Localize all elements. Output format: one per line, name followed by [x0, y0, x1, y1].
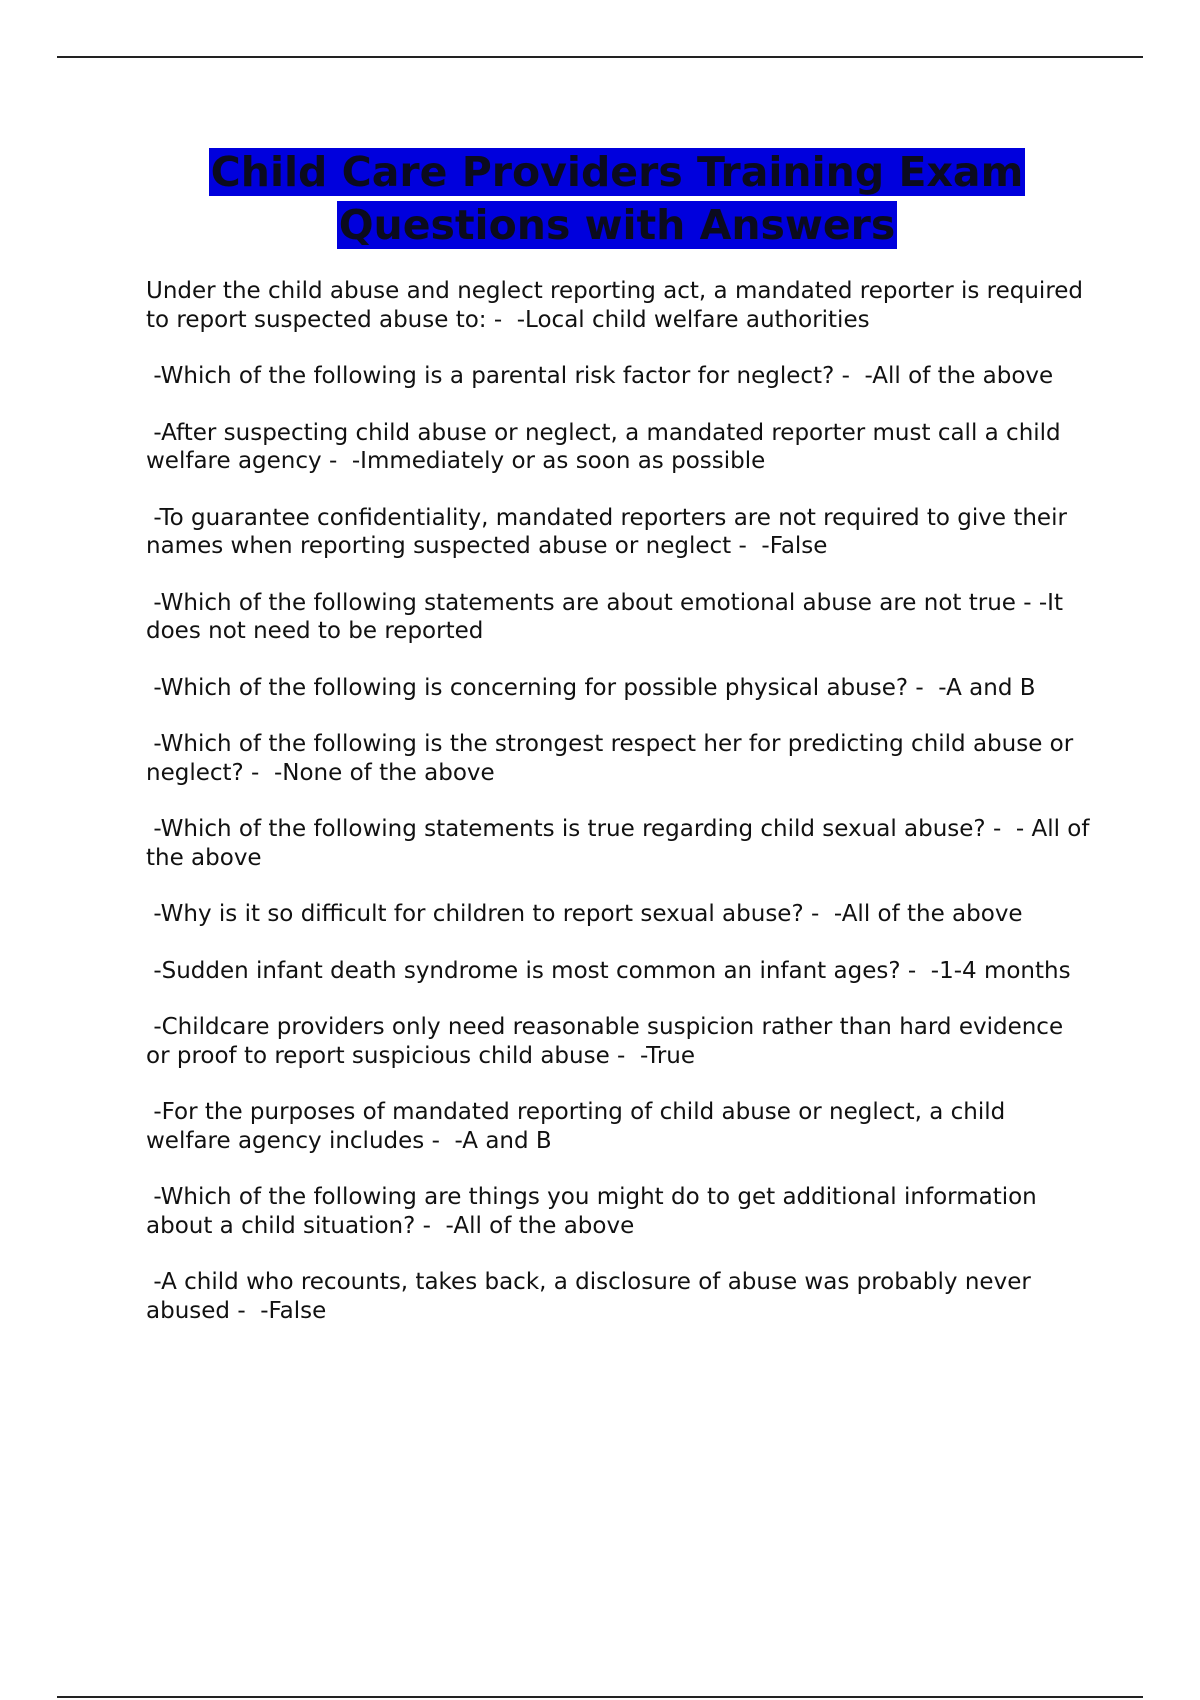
- qa-item: -Which of the following is the strongest respect her for predicting child abuse or neglect? - -None of the above: [146, 731, 1081, 786]
- qa-item: -Which of the following is a parental risk factor for neglect? - -All of the above: [146, 363, 1054, 389]
- qa-item: Under the child abuse and neglect reporting act, a mandated reporter is required to report suspected abuse to: - -Local child welfare authorities: [146, 278, 1091, 333]
- document-title-line-1: Child Care Providers Training Exam: [210, 148, 1024, 196]
- qa-item: -Which of the following is concerning for possible physical abuse? - -A and B: [146, 674, 1036, 701]
- qa-item: -Which of the following statements is true regarding child sexual abuse? - - All of the above: [146, 816, 1097, 871]
- qa-item: -A child who recounts, takes back, a disclosure of abuse was probably never abused - -False: [146, 1269, 1039, 1324]
- qa-list: [146, 277, 1097, 1353]
- qa-item: -Childcare providers only need reasonable suspicion rather than hard evidence or proof to report suspicious child abuse - -True: [146, 1014, 1071, 1069]
- document-title-line-2: Questions with Answers: [338, 201, 896, 249]
- footer-rule: [57, 1696, 1143, 1698]
- qa-item: -After suspecting child abuse or neglect, a mandated reporter must call a child welfare agency - -Immediately or as soon as possible: [146, 419, 1068, 474]
- qa-item: -Sudden infant death syndrome is most common an infant ages? - -1-4 months: [146, 957, 1071, 984]
- qa-item: -Why is it so difficult for children to report sexual abuse? - -All of the above: [146, 901, 1023, 927]
- header-rule: [57, 56, 1143, 58]
- document-title: [120, 146, 1114, 252]
- qa-item: -For the purposes of mandated reporting of child abuse or neglect, a child welfare agency includes - -A and B: [146, 1099, 1013, 1154]
- qa-item: -Which of the following statements are about emotional abuse are not true - -It does not need to be reported: [146, 589, 1071, 644]
- qa-item: -To guarantee confidentiality, mandated reporters are not required to give their names when reporting suspected abuse or neglect - -False: [146, 504, 1075, 559]
- qa-item: -Which of the following are things you might do to get additional information about a child situation? - -All of the above: [146, 1184, 1045, 1239]
